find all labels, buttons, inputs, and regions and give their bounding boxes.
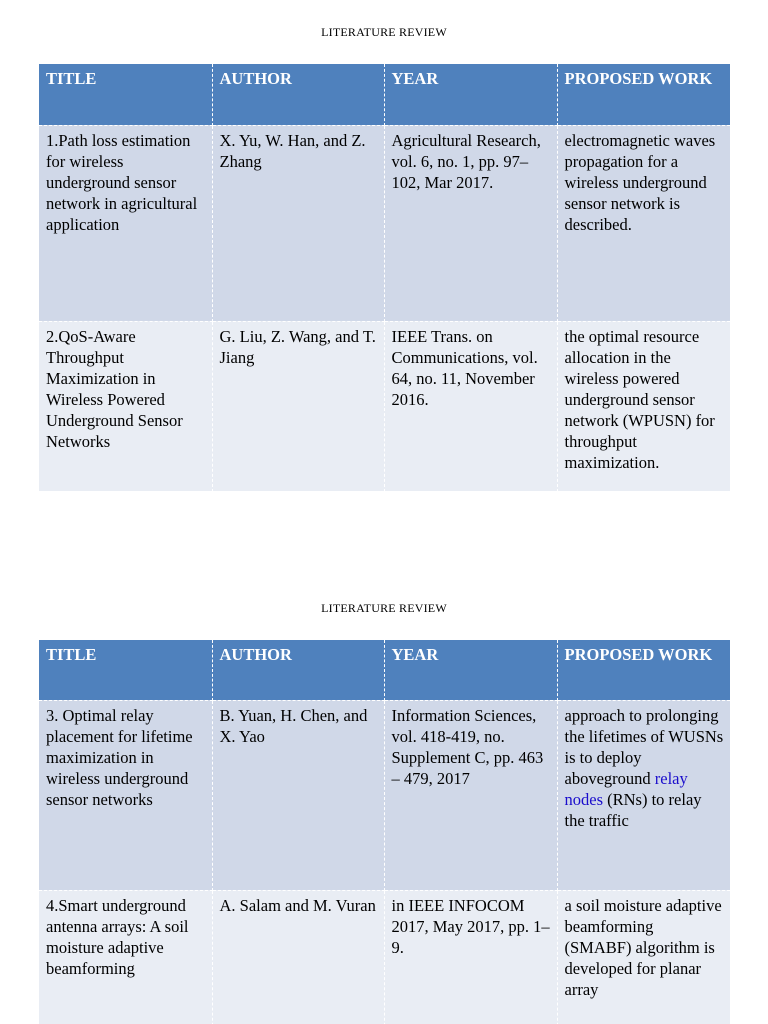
- cell-year: Information Sciences, vol. 418-419, no. Supplement C, pp. 463 – 479, 2017: [384, 700, 557, 890]
- proposed-work-text: approach to prolonging the lifetimes of WUSNs is to deploy aboveground: [564, 705, 724, 788]
- slide-1-title: LITERATURE REVIEW: [321, 25, 447, 39]
- header-title: TITLE: [39, 64, 212, 125]
- header-title: TITLE: [39, 640, 212, 700]
- literature-table-2: [39, 640, 730, 1024]
- cell-proposed-work: a soil moisture adaptive beamforming (SMABF) algorithm is developed for planar array: [557, 890, 730, 1024]
- cell-author: G. Liu, Z. Wang, and T. Jiang: [212, 321, 384, 491]
- proposed-work-text-end: (RNs) to relay the traffic: [564, 789, 702, 830]
- cell-year: Agricultural Research, vol. 6, no. 1, pp. 97–102, Mar 2017.: [384, 125, 557, 321]
- cell-author: X. Yu, W. Han, and Z. Zhang: [212, 125, 384, 321]
- header-author: AUTHOR: [212, 640, 384, 700]
- cell-author: B. Yuan, H. Chen, and X. Yao: [212, 700, 384, 890]
- table-row: [39, 321, 730, 491]
- cell-proposed-work: electromagnetic waves propagation for a wireless underground sensor network is described.: [557, 125, 730, 321]
- header-author: AUTHOR: [212, 64, 384, 125]
- relay-nodes-link[interactable]: relay nodes: [564, 768, 688, 809]
- header-proposed-work: PROPOSED WORK: [557, 640, 730, 700]
- literature-table-1: [39, 64, 730, 492]
- table-row: [39, 890, 730, 1024]
- cell-title: 3. Optimal relay placement for lifetime maximization in wireless underground sensor networks: [39, 700, 212, 890]
- header-year: YEAR: [384, 640, 557, 700]
- table-row: [39, 700, 730, 890]
- cell-title: 2.QoS-Aware Throughput Maximization in Wireless Powered Underground Sensor Networks: [39, 321, 212, 491]
- cell-author: A. Salam and M. Vuran: [212, 890, 384, 1024]
- cell-proposed-work: the optimal resource allocation in the wireless powered underground sensor network (WPUSN) for throughput maximization.: [557, 321, 730, 491]
- table-header-row: [39, 640, 730, 700]
- cell-title: 4.Smart underground antenna arrays: A soil moisture adaptive beamforming: [39, 890, 212, 1024]
- header-proposed-work: PROPOSED WORK: [557, 64, 730, 125]
- cell-title: 1.Path loss estimation for wireless underground sensor network in agricultural application: [39, 125, 212, 321]
- header-year: YEAR: [384, 64, 557, 125]
- cell-year: in IEEE INFOCOM 2017, May 2017, pp. 1–9.: [384, 890, 557, 1024]
- slide-2-title: LITERATURE REVIEW: [321, 601, 447, 615]
- cell-proposed-work: [557, 700, 730, 890]
- cell-year: IEEE Trans. on Communications, vol. 64, no. 11, November 2016.: [384, 321, 557, 491]
- table-header-row: [39, 64, 730, 125]
- table-row: [39, 125, 730, 321]
